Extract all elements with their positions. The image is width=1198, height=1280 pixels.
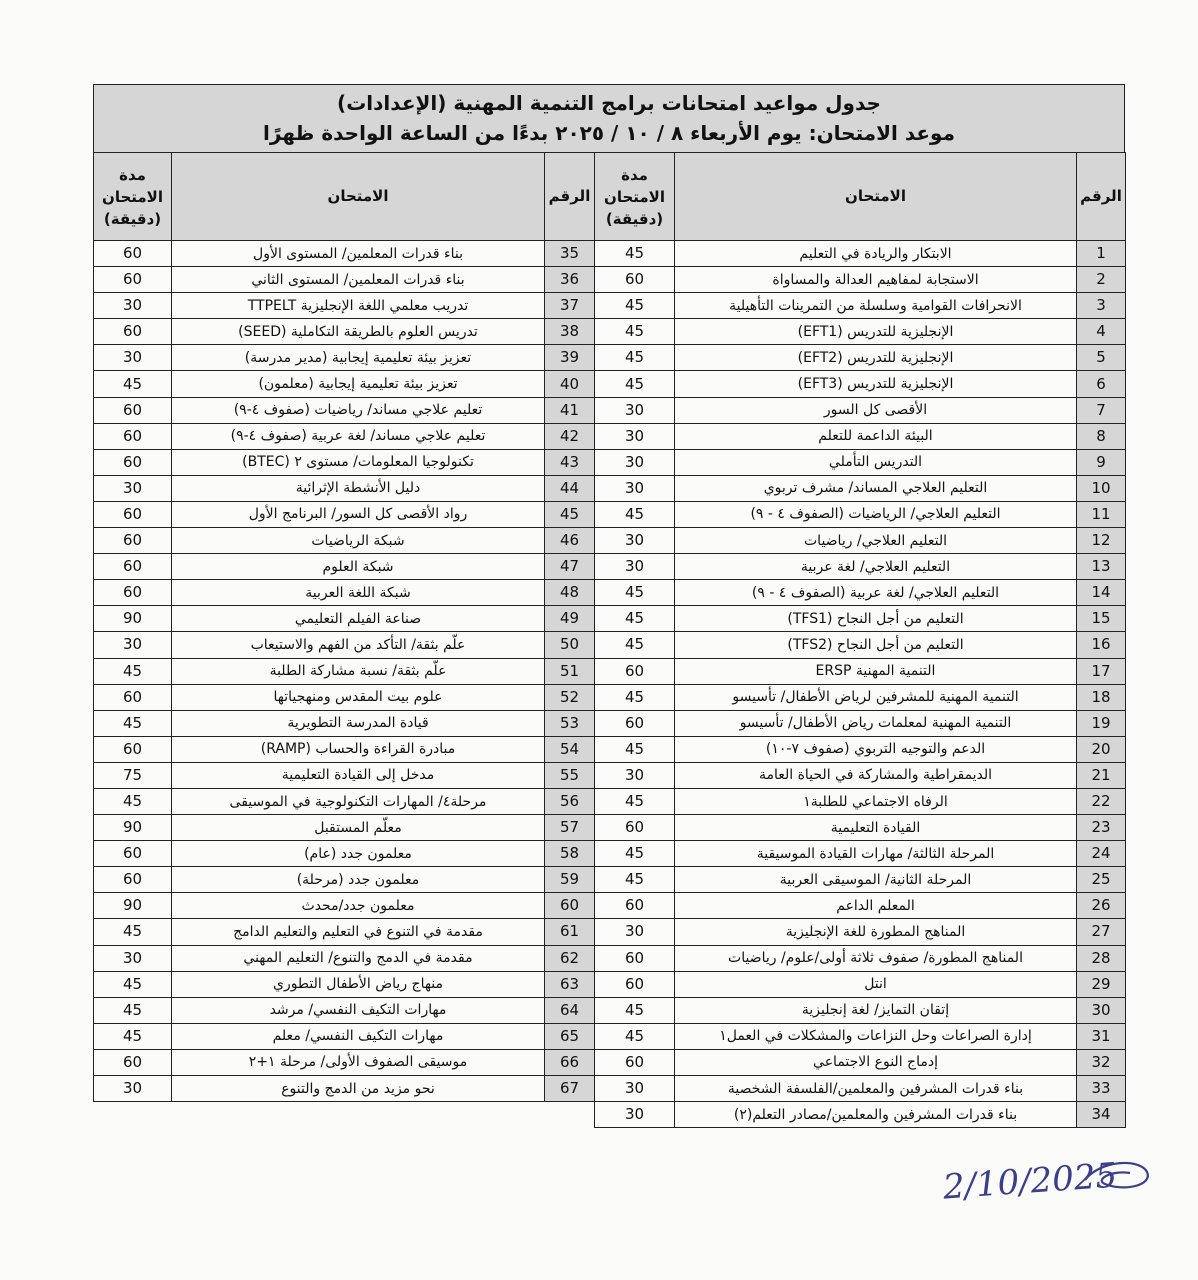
table-row [595, 971, 1126, 997]
exam-number: 24 [1077, 841, 1126, 867]
exam-name: شبكة اللغة العربية [172, 580, 545, 606]
exam-duration: 30 [595, 423, 675, 449]
exam-number: 50 [545, 632, 595, 658]
exam-number: 19 [1077, 710, 1126, 736]
exam-duration: 60 [94, 423, 172, 449]
table-row [94, 1023, 595, 1049]
table-row [94, 580, 595, 606]
exam-duration: 60 [94, 501, 172, 527]
exam-duration: 30 [595, 397, 675, 423]
exam-name: علوم بيت المقدس ومنهجياتها [172, 684, 545, 710]
exam-duration: 90 [94, 606, 172, 632]
table-row [94, 423, 595, 449]
exam-number: 66 [545, 1049, 595, 1075]
duration-header-line: مدة [119, 165, 146, 184]
table-header-row [595, 153, 1126, 241]
exam-number: 55 [545, 762, 595, 788]
table-row [595, 893, 1126, 919]
exam-duration: 30 [94, 1076, 172, 1102]
exam-duration: 90 [94, 893, 172, 919]
schedule-table-right-body [595, 241, 1126, 1128]
exam-duration: 45 [595, 684, 675, 710]
svg-text:2/10/2025: 2/10/2025 [941, 1155, 1119, 1208]
exam-number: 10 [1077, 475, 1126, 501]
table-row [94, 867, 595, 893]
exam-duration: 60 [595, 658, 675, 684]
table-row [94, 475, 595, 501]
exam-duration: 60 [94, 684, 172, 710]
table-row [94, 684, 595, 710]
exam-number: 1 [1077, 241, 1126, 267]
exam-name: تعزيز بيئة تعليمية إيجابية (معلمون) [172, 371, 545, 397]
exam-number: 18 [1077, 684, 1126, 710]
exam-number: 64 [545, 997, 595, 1023]
exam-duration: 30 [94, 293, 172, 319]
exam-duration: 30 [595, 762, 675, 788]
exam-number: 47 [545, 554, 595, 580]
table-row [94, 736, 595, 762]
exam-name: المناهج المطورة/ صفوف ثلاثة أولى/علوم/ رياضيات [675, 945, 1077, 971]
exam-name: الانحرافات القوامية وسلسلة من التمرينات التأهيلية [675, 293, 1077, 319]
exam-name: البيئة الداعمة للتعلم [675, 423, 1077, 449]
exam-number: 54 [545, 736, 595, 762]
exam-number: 52 [545, 684, 595, 710]
exam-name: نحو مزيد من الدمج والتنوع [172, 1076, 545, 1102]
exam-name: موسيقى الصفوف الأولى/ مرحلة ١+٢ [172, 1049, 545, 1075]
table-row [94, 997, 595, 1023]
exam-name: مهارات التكيف النفسي/ معلم [172, 1023, 545, 1049]
exam-number: 5 [1077, 345, 1126, 371]
exam-number: 42 [545, 423, 595, 449]
table-row [595, 867, 1126, 893]
exam-duration: 60 [595, 710, 675, 736]
table-row [595, 449, 1126, 475]
exam-duration: 60 [94, 554, 172, 580]
table-row [595, 397, 1126, 423]
exam-number: 61 [545, 919, 595, 945]
exam-duration: 45 [595, 1023, 675, 1049]
exam-number: 14 [1077, 580, 1126, 606]
exam-number: 63 [545, 971, 595, 997]
exam-duration: 45 [595, 736, 675, 762]
exam-name: شبكة العلوم [172, 554, 545, 580]
exam-number: 58 [545, 841, 595, 867]
exam-number: 27 [1077, 919, 1126, 945]
exam-duration: 45 [94, 658, 172, 684]
exam-duration: 60 [94, 841, 172, 867]
duration-header-line: الامتحان [604, 187, 665, 206]
exam-number: 48 [545, 580, 595, 606]
exam-name: صناعة الفيلم التعليمي [172, 606, 545, 632]
exam-duration: 30 [94, 945, 172, 971]
exam-duration: 60 [94, 449, 172, 475]
exam-number: 2 [1077, 267, 1126, 293]
exam-duration: 45 [595, 997, 675, 1023]
exam-name: معلّم المستقبل [172, 815, 545, 841]
exam-duration: 60 [595, 945, 675, 971]
exam-name: بناء قدرات المعلمين/ المستوى الثاني [172, 267, 545, 293]
exam-duration: 45 [595, 788, 675, 814]
exam-name: التنمية المهنية ERSP [675, 658, 1077, 684]
exam-number: 11 [1077, 501, 1126, 527]
exam-number: 22 [1077, 788, 1126, 814]
exam-duration: 45 [94, 788, 172, 814]
exam-number: 4 [1077, 319, 1126, 345]
exam-name: المعلم الداعم [675, 893, 1077, 919]
exam-name: تعليم علاجي مساند/ لغة عربية (صفوف ٤-٩) [172, 423, 545, 449]
exam-number: 35 [545, 241, 595, 267]
exam-name: تعزيز بيئة تعليمية إيجابية (مدير مدرسة) [172, 345, 545, 371]
exam-number: 32 [1077, 1049, 1126, 1075]
exam-name: بناء قدرات المشرفين والمعلمين/مصادر التعلم(٢) [675, 1102, 1077, 1128]
exam-number: 33 [1077, 1076, 1126, 1102]
exam-duration: 45 [94, 371, 172, 397]
exam-duration: 60 [595, 971, 675, 997]
exam-name: تكنولوجيا المعلومات/ مستوى ٢ (BTEC) [172, 449, 545, 475]
exam-name: انتل [675, 971, 1077, 997]
table-row [94, 528, 595, 554]
exam-name: بناء قدرات المشرفين والمعلمين/الفلسفة الشخصية [675, 1076, 1077, 1102]
exam-name: علّم بثقة/ التأكد من الفهم والاستيعاب [172, 632, 545, 658]
column-header-duration [595, 153, 675, 241]
exam-duration: 60 [595, 1049, 675, 1075]
exam-duration: 60 [94, 1049, 172, 1075]
exam-number: 31 [1077, 1023, 1126, 1049]
exam-duration: 30 [595, 475, 675, 501]
table-row [595, 241, 1126, 267]
exam-name: معلمون جدد (مرحلة) [172, 867, 545, 893]
exam-duration: 30 [94, 475, 172, 501]
exam-name: الأقصى كل السور [675, 397, 1077, 423]
table-row [595, 997, 1126, 1023]
exam-number: 26 [1077, 893, 1126, 919]
exam-name: قيادة المدرسة التطويرية [172, 710, 545, 736]
exam-duration: 45 [595, 867, 675, 893]
table-row [94, 319, 595, 345]
table-row [595, 1049, 1126, 1075]
exam-duration: 30 [595, 919, 675, 945]
exam-number: 56 [545, 788, 595, 814]
exam-number: 45 [545, 501, 595, 527]
exam-duration: 60 [595, 815, 675, 841]
exam-name: الإنجليزية للتدريس (EFT3) [675, 371, 1077, 397]
exam-duration: 45 [595, 241, 675, 267]
exam-number: 59 [545, 867, 595, 893]
exam-name: معلمون جدد (عام) [172, 841, 545, 867]
exam-number: 28 [1077, 945, 1126, 971]
exam-duration: 45 [94, 971, 172, 997]
exam-name: التنمية المهنية للمشرفين لرياض الأطفال/ تأسيسو [675, 684, 1077, 710]
exam-duration: 45 [595, 632, 675, 658]
exam-name: إدارة الصراعات وحل النزاعات والمشكلات في العمل١ [675, 1023, 1077, 1049]
exam-name: دليل الأنشطة الإثرائية [172, 475, 545, 501]
exam-number: 17 [1077, 658, 1126, 684]
table-row [94, 449, 595, 475]
exam-duration: 30 [94, 345, 172, 371]
exam-name: المرحلة الثانية/ الموسيقى العربية [675, 867, 1077, 893]
table-row [595, 684, 1126, 710]
exam-name: التعليم العلاجي المساند/ مشرف تربوي [675, 475, 1077, 501]
exam-duration: 45 [595, 501, 675, 527]
exam-name: علّم بثقة/ نسبة مشاركة الطلبة [172, 658, 545, 684]
exam-number: 39 [545, 345, 595, 371]
exam-duration: 60 [94, 528, 172, 554]
exam-name: التعليم العلاجي/ رياضيات [675, 528, 1077, 554]
exam-duration: 45 [595, 841, 675, 867]
table-row [595, 528, 1126, 554]
exam-name: التدريس التأملي [675, 449, 1077, 475]
exam-duration: 45 [595, 319, 675, 345]
exam-number: 16 [1077, 632, 1126, 658]
exam-number: 12 [1077, 528, 1126, 554]
exam-number: 21 [1077, 762, 1126, 788]
table-row [94, 788, 595, 814]
table-header-band [93, 84, 1125, 152]
exam-name: بناء قدرات المعلمين/ المستوى الأول [172, 241, 545, 267]
table-row [94, 267, 595, 293]
column-header-exam: الامتحان [172, 153, 545, 241]
exam-name: إتقان التمايز/ لغة إنجليزية [675, 997, 1077, 1023]
exam-number: 41 [545, 397, 595, 423]
table-row [94, 971, 595, 997]
exam-number: 51 [545, 658, 595, 684]
table-row [595, 371, 1126, 397]
table-row [595, 606, 1126, 632]
exam-name: الإنجليزية للتدريس (EFT1) [675, 319, 1077, 345]
table-row [595, 345, 1126, 371]
exam-number: 15 [1077, 606, 1126, 632]
table-row [595, 736, 1126, 762]
table-row [94, 1076, 595, 1102]
exam-number: 44 [545, 475, 595, 501]
exam-name: مهارات التكيف النفسي/ مرشد [172, 997, 545, 1023]
exam-duration: 45 [94, 919, 172, 945]
exam-duration: 75 [94, 762, 172, 788]
exam-name: التنمية المهنية لمعلمات رياض الأطفال/ تأسيسو [675, 710, 1077, 736]
table-row [94, 371, 595, 397]
exam-number: 3 [1077, 293, 1126, 319]
table-row [94, 710, 595, 736]
exam-number: 9 [1077, 449, 1126, 475]
schedule-table-right [594, 152, 1126, 1128]
exam-duration: 60 [94, 241, 172, 267]
exam-duration: 45 [94, 1023, 172, 1049]
exam-number: 60 [545, 893, 595, 919]
exam-name: شبكة الرياضيات [172, 528, 545, 554]
table-row [595, 580, 1126, 606]
exam-duration: 60 [94, 319, 172, 345]
exam-name: المرحلة الثالثة/ مهارات القيادة الموسيقية [675, 841, 1077, 867]
table-row [94, 501, 595, 527]
exam-name: الديمقراطية والمشاركة في الحياة العامة [675, 762, 1077, 788]
exam-duration: 45 [94, 710, 172, 736]
exam-name: الإنجليزية للتدريس (EFT2) [675, 345, 1077, 371]
duration-header-line: الامتحان [102, 187, 163, 206]
exam-name: التعليم العلاجي/ الرياضيات (الصفوف ٤ - ٩) [675, 501, 1077, 527]
exam-duration: 60 [94, 867, 172, 893]
exam-duration: 60 [94, 267, 172, 293]
table-row [595, 632, 1126, 658]
exam-duration: 45 [595, 345, 675, 371]
exam-duration: 30 [595, 554, 675, 580]
table-row [595, 945, 1126, 971]
table-row [595, 919, 1126, 945]
table-row [595, 1102, 1126, 1128]
table-row [595, 475, 1126, 501]
duration-header-line: (دقيقة) [605, 209, 664, 228]
table-row [94, 397, 595, 423]
exam-name: المناهج المطورة للغة الإنجليزية [675, 919, 1077, 945]
exam-name: الابتكار والريادة في التعليم [675, 241, 1077, 267]
exam-duration: 45 [595, 580, 675, 606]
exam-number: 49 [545, 606, 595, 632]
exam-name: مدخل إلى القيادة التعليمية [172, 762, 545, 788]
exam-name: التعليم من أجل النجاح (TFS1) [675, 606, 1077, 632]
exam-duration: 30 [595, 528, 675, 554]
handwritten-signature [935, 1140, 1165, 1215]
exam-number: 37 [545, 293, 595, 319]
column-header-number: الرقم [545, 153, 595, 241]
exam-number: 36 [545, 267, 595, 293]
exam-duration: 30 [595, 1076, 675, 1102]
exam-number: 38 [545, 319, 595, 345]
exam-number: 20 [1077, 736, 1126, 762]
exam-name: منهاج رياض الأطفال التطوري [172, 971, 545, 997]
exam-duration: 45 [94, 997, 172, 1023]
table-header-row [94, 153, 595, 241]
exam-name: مبادرة القراءة والحساب (RAMP) [172, 736, 545, 762]
exam-number: 65 [545, 1023, 595, 1049]
exam-duration: 60 [595, 267, 675, 293]
table-row [595, 1023, 1126, 1049]
exam-duration: 45 [595, 293, 675, 319]
exam-number: 57 [545, 815, 595, 841]
table-row [94, 815, 595, 841]
exam-number: 53 [545, 710, 595, 736]
column-header-number: الرقم [1077, 153, 1126, 241]
exam-name: تدريب معلمي اللغة الإنجليزية TTPELT [172, 293, 545, 319]
exam-duration: 60 [595, 893, 675, 919]
exam-name: القيادة التعليمية [675, 815, 1077, 841]
table-row [595, 658, 1126, 684]
exam-duration: 30 [94, 632, 172, 658]
table-row [94, 658, 595, 684]
exam-number: 29 [1077, 971, 1126, 997]
exam-name: مرحلة٤/ المهارات التكنولوجية في الموسيقى [172, 788, 545, 814]
table-row [94, 345, 595, 371]
exam-name: التعليم العلاجي/ لغة عربية (الصفوف ٤ - ٩) [675, 580, 1077, 606]
table-row [595, 1076, 1126, 1102]
table-row [595, 554, 1126, 580]
table-row [595, 319, 1126, 345]
exam-number: 13 [1077, 554, 1126, 580]
table-row [94, 1049, 595, 1075]
document-subtitle: موعد الامتحان: يوم الأربعاء ٨ / ١٠ / ٢٠٢٥ بدءًا من الساعة الواحدة ظهرًا [263, 121, 955, 145]
table-row [595, 423, 1126, 449]
exam-number: 46 [545, 528, 595, 554]
duration-header-line: مدة [621, 165, 648, 184]
exam-number: 34 [1077, 1102, 1126, 1128]
duration-header-line: (دقيقة) [103, 209, 162, 228]
exam-duration: 45 [595, 371, 675, 397]
exam-name: معلمون جدد/محدث [172, 893, 545, 919]
exam-name: إدماج النوع الاجتماعي [675, 1049, 1077, 1075]
exam-duration: 60 [94, 736, 172, 762]
exam-duration: 60 [94, 580, 172, 606]
schedule-table-left [93, 152, 595, 1102]
exam-number: 62 [545, 945, 595, 971]
table-row [94, 945, 595, 971]
table-row [94, 841, 595, 867]
exam-duration: 45 [595, 606, 675, 632]
table-row [595, 762, 1126, 788]
exam-number: 6 [1077, 371, 1126, 397]
table-row [595, 841, 1126, 867]
table-row [595, 710, 1126, 736]
exam-name: الدعم والتوجيه التربوي (صفوف ٧-١٠) [675, 736, 1077, 762]
table-row [94, 919, 595, 945]
table-row [595, 788, 1126, 814]
exam-duration: 60 [94, 397, 172, 423]
document-title: جدول مواعيد امتحانات برامج التنمية المهنية (الإعدادات) [337, 91, 881, 115]
table-row [595, 267, 1126, 293]
exam-name: الاستجابة لمفاهيم العدالة والمساواة [675, 267, 1077, 293]
table-row [94, 293, 595, 319]
exam-number: 23 [1077, 815, 1126, 841]
table-row [595, 293, 1126, 319]
table-row [595, 815, 1126, 841]
exam-duration: 90 [94, 815, 172, 841]
exam-number: 43 [545, 449, 595, 475]
table-row [94, 554, 595, 580]
table-row [94, 762, 595, 788]
schedule-table-left-body [94, 241, 595, 1102]
exam-number: 25 [1077, 867, 1126, 893]
exam-number: 67 [545, 1076, 595, 1102]
exam-name: التعليم من أجل النجاح (TFS2) [675, 632, 1077, 658]
table-row [595, 501, 1126, 527]
table-row [94, 632, 595, 658]
exam-name: تدريس العلوم بالطريقة التكاملية (SEED) [172, 319, 545, 345]
exam-duration: 30 [595, 449, 675, 475]
table-row [94, 241, 595, 267]
column-header-exam: الامتحان [675, 153, 1077, 241]
exam-duration: 30 [595, 1102, 675, 1128]
exam-number: 40 [545, 371, 595, 397]
exam-name: رواد الأقصى كل السور/ البرنامج الأول [172, 501, 545, 527]
exam-name: الرفاه الاجتماعي للطلبة١ [675, 788, 1077, 814]
exam-number: 8 [1077, 423, 1126, 449]
exam-number: 30 [1077, 997, 1126, 1023]
exam-number: 7 [1077, 397, 1126, 423]
exam-name: مقدمة في الدمج والتنوع/ التعليم المهني [172, 945, 545, 971]
column-header-duration [94, 153, 172, 241]
exam-name: تعليم علاجي مساند/ رياضيات (صفوف ٤-٩) [172, 397, 545, 423]
table-row [94, 606, 595, 632]
exam-name: مقدمة في التنوع في التعليم والتعليم الدامج [172, 919, 545, 945]
exam-name: التعليم العلاجي/ لغة عربية [675, 554, 1077, 580]
table-row [94, 893, 595, 919]
